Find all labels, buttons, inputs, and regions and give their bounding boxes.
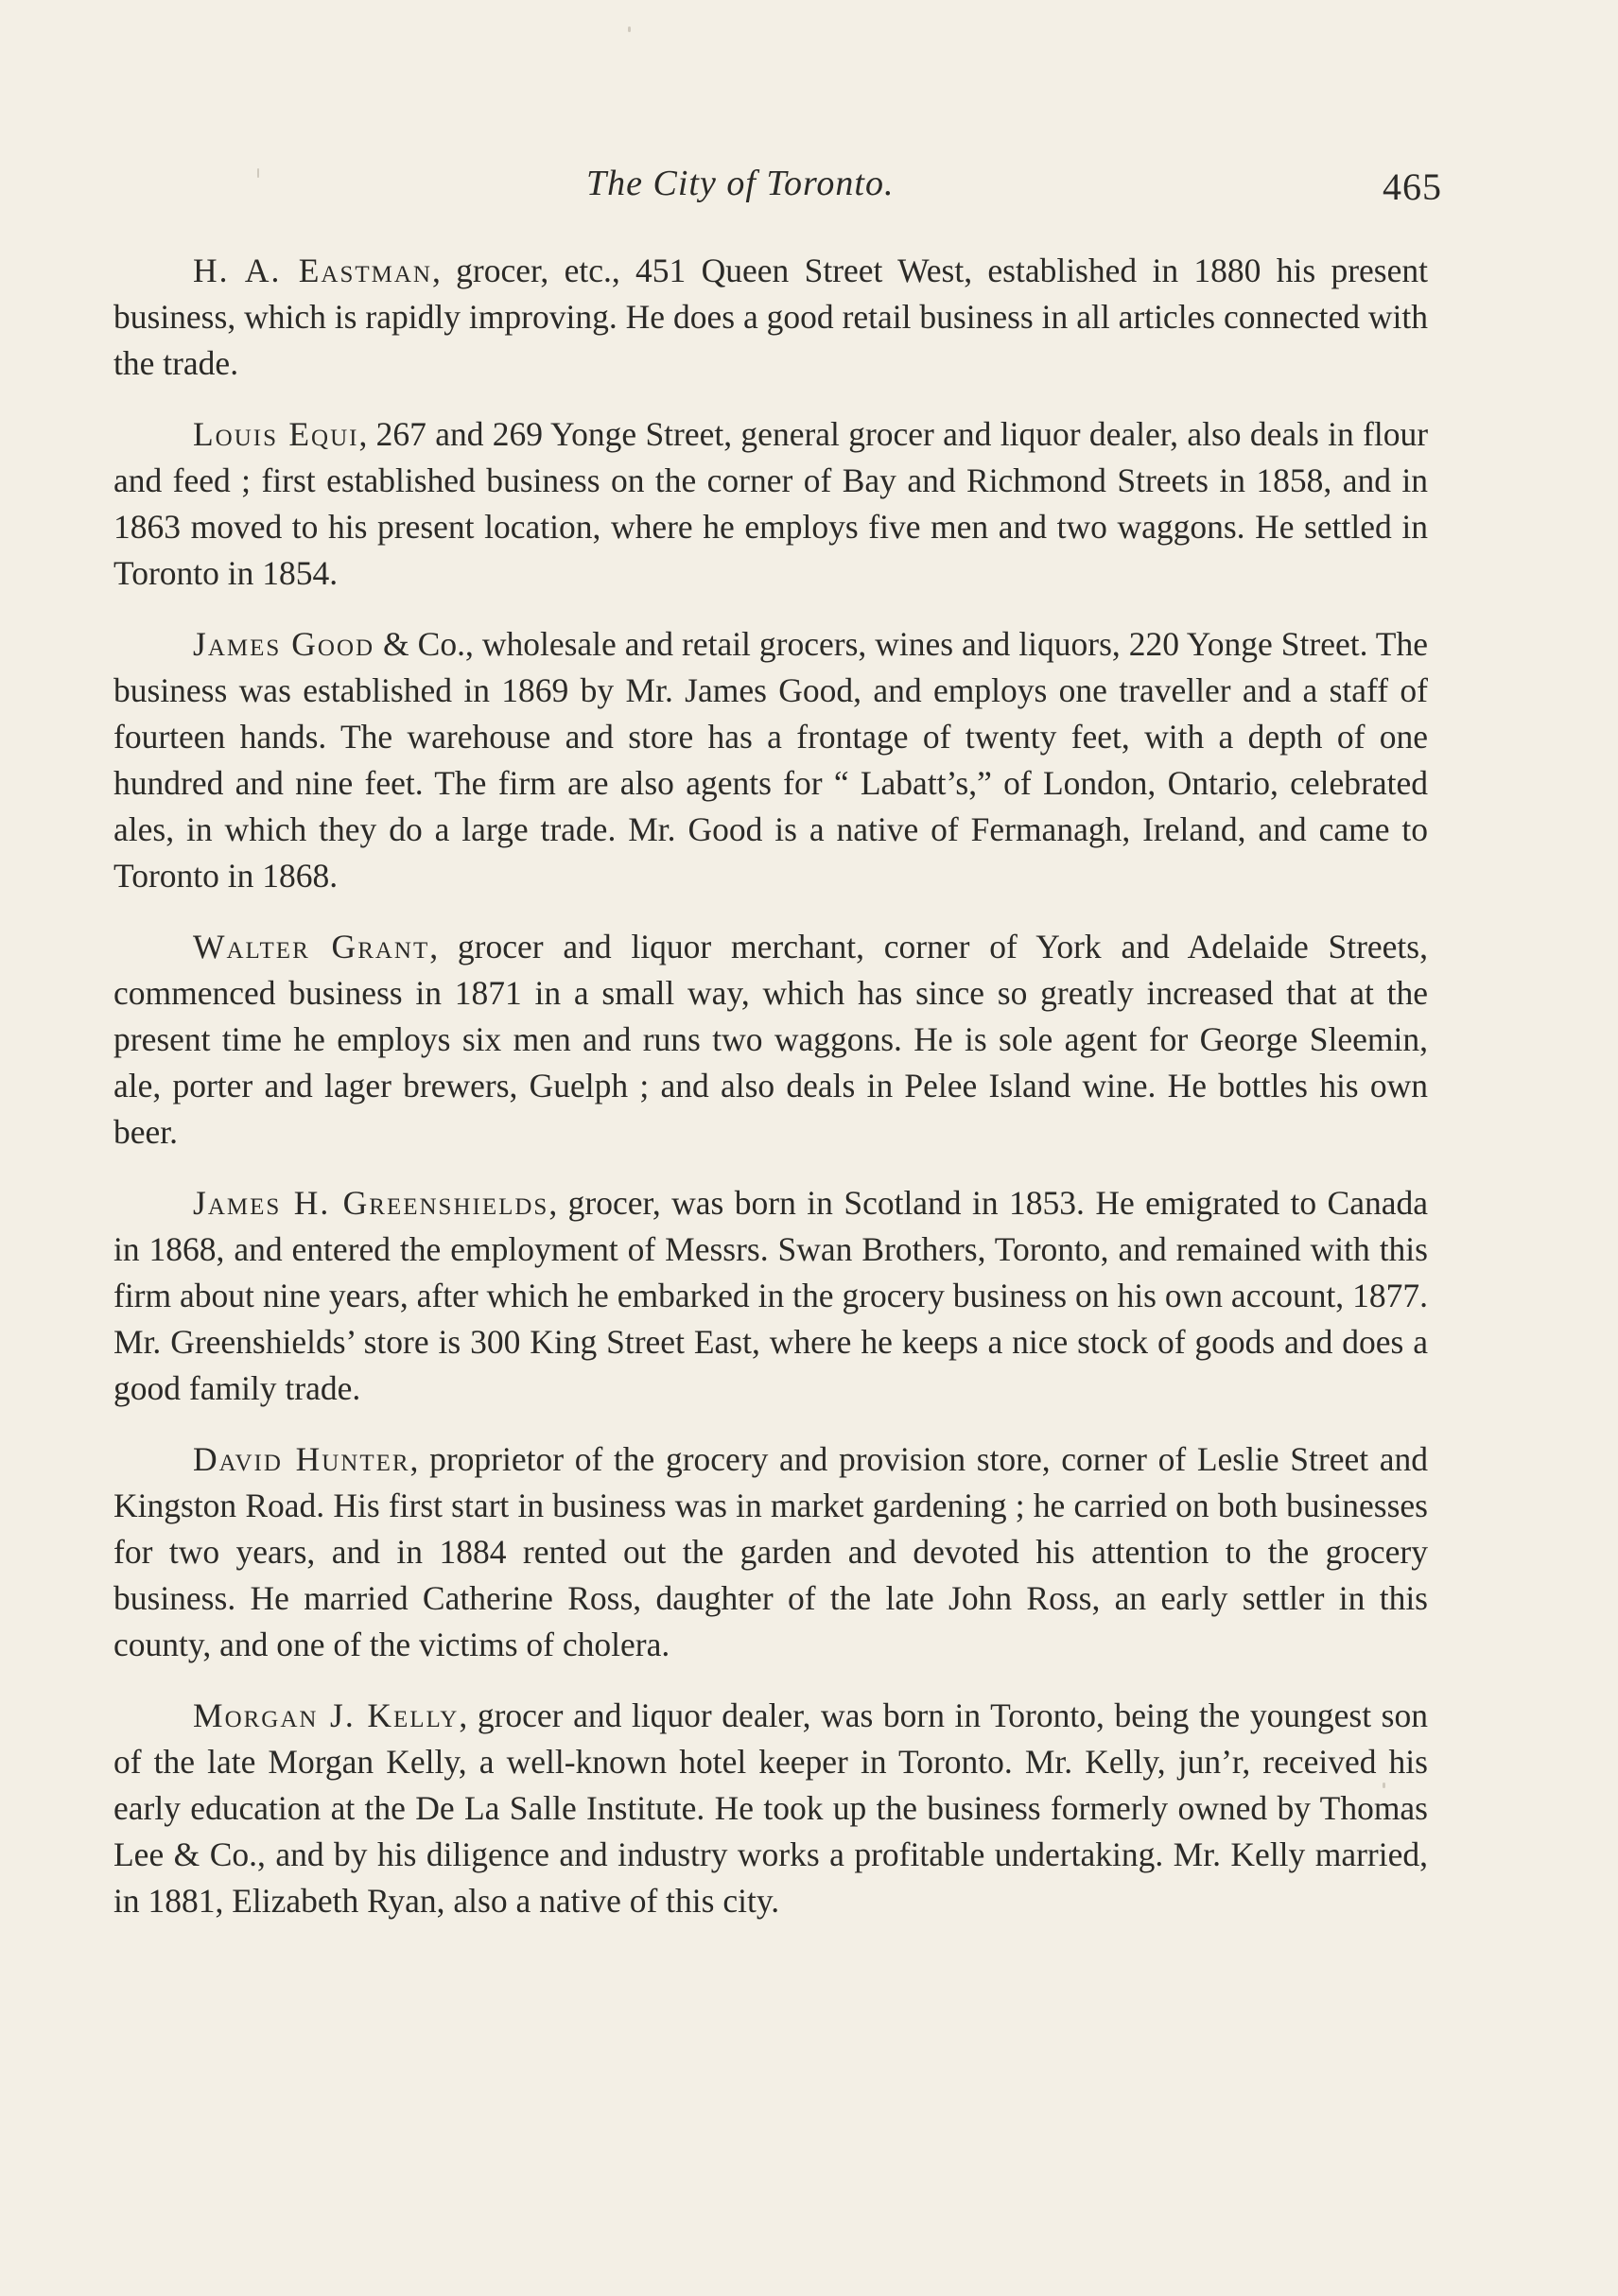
entry-text: , 267 and 269 Yonge Street, general grocer and liquor dealer, also deals in flour and feed ; first established business on the corner of Bay and Richmond Streets in 1858, and in 1863 moved to his present location, where he employs five men and two waggons. He settled in Toronto in 1854. xyxy=(113,415,1429,592)
entry-grant xyxy=(113,924,1428,1156)
entry-hunter xyxy=(113,1436,1428,1668)
entry-name: James Good xyxy=(193,625,375,663)
entry-name: Walter Grant xyxy=(193,928,430,965)
entry-name: H. A. Eastman xyxy=(193,252,432,289)
entry-text: , grocer and liquor merchant, corner of York and Adelaide Streets, commenced business in 1871 in a small way, which has since so greatly increased that at the present time he employs six men and runs two waggons. He is sole agent for George Sleemin, ale, porter and lager brewers, Guelph ; and also deals in Pelee Island wine. He bottles his own beer. xyxy=(113,928,1428,1151)
paper-speck xyxy=(628,26,631,32)
body-text xyxy=(113,248,1428,1949)
entry-name: David Hunter xyxy=(193,1440,410,1478)
running-head xyxy=(113,163,1442,219)
entry-text: , grocer, was born in Scotland in 1853. He emigrated to Canada in 1868, and entered the employment of Messrs. Swan Brothers, Toronto, and remained with this firm about nine years, after which he embarked in the grocery business on his own account, 1877. Mr. Greenshields’ store is 300 King Street East, where he keeps a nice stock of goods and does a good family trade. xyxy=(113,1184,1428,1407)
entry-greenshields xyxy=(113,1180,1428,1412)
entry-name: Morgan J. Kelly xyxy=(193,1696,460,1734)
page-title: The City of Toronto. xyxy=(586,164,895,203)
entry-kelly xyxy=(113,1693,1428,1924)
entry-name: James H. Greenshields xyxy=(193,1184,549,1222)
entry-equi xyxy=(113,411,1428,597)
entry-text: , grocer and liquor dealer, was born in Toronto, being the youngest son of the late Morgan Kelly, a well-known hotel keeper in Toronto. Mr. Kelly, jun’r, received his early education at the De La Salle Institute. He took up the business formerly owned by Thomas Lee & Co., and by his diligence and industry works a profitable undertaking. Mr. Kelly married, in 1881, Elizabeth Ryan, also a native of this city. xyxy=(113,1696,1428,1920)
page-number: 465 xyxy=(1383,165,1442,208)
entry-text: & Co., wholesale and retail grocers, wines and liquors, 220 Yonge Street. The business was established in 1869 by Mr. James Good, and employs one traveller and a staff of fourteen hands. The warehouse and store has a frontage of twenty feet, with a depth of one hundred and nine feet. The firm are also agents for “ Labatt’s,” of London, Ontario, celebrated ales, in which they do a large trade. Mr. Good is a native of Fermanagh, Ireland, and came to Toronto in 1868. xyxy=(113,625,1428,895)
entry-text: , proprietor of the grocery and provision store, corner of Leslie Street and Kingston Road. His first start in business was in market gardening ; he carried on both businesses for two years, and in 1884 rented out the garden and devoted his attention to the grocery business. He married Catherine Ross, daughter of the late John Ross, an early settler in this county, and one of the victims of cholera. xyxy=(113,1440,1429,1663)
entry-name: Louis Equi xyxy=(193,415,359,453)
entry-eastman xyxy=(113,248,1428,387)
entry-text: , grocer, etc., 451 Queen Street West, established in 1880 his present business, which is rapidly improving. He does a good retail business in all articles connected with the trade. xyxy=(113,252,1428,382)
entry-good xyxy=(113,621,1428,899)
